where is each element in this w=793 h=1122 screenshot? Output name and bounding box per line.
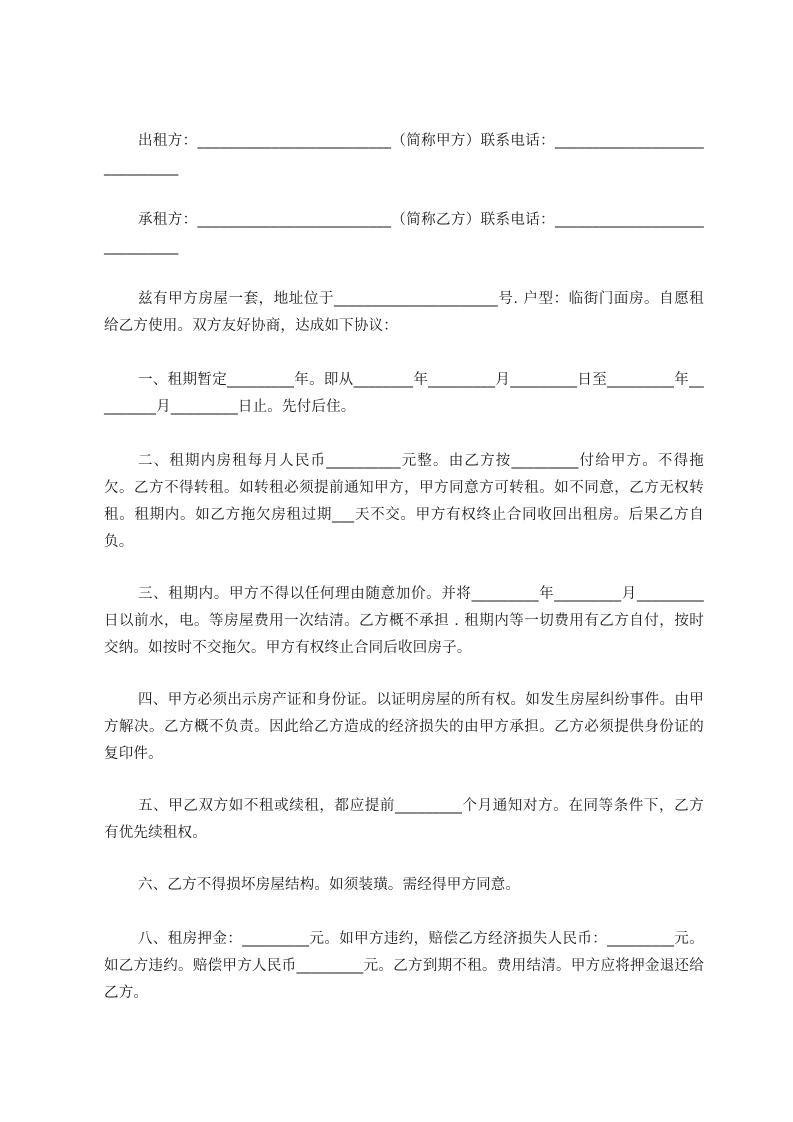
clause-8-deposit: 八、租房押金：_________元。如甲方违约，赔偿乙方经济损失人民币：_________元。如乙方违约。赔偿甲方人民币_________元。乙方到期不租。费用结清。甲方应将押金退还给乙方。 <box>104 931 704 1001</box>
clause-3-fees: 三、租期内。甲方不得以任何理由随意加价。并将_________年_________月_________日以前水，电。等房屋费用一次结清。乙方概不承担 . 租期内等一切费用有乙方自付，按时交纳。如按时不交拖欠。甲方有权终止合同后收回房子。 <box>104 586 704 656</box>
lessee-line: 承租方：__________________________（简称乙方）联系电话：______________________________ <box>104 212 704 255</box>
intro-paragraph: 兹有甲方房屋一套，地址位于______________________号. 户型：临街门面房。自愿租给乙方使用。双方友好协商，达成如下协议： <box>104 291 704 334</box>
clause-1-term: 一、租期暂定_________年。即从________年_________月_________日至_________年_________月_________日止。先付后住。 <box>104 372 704 415</box>
lessor-line: 出租方：__________________________（简称甲方）联系电话：______________________________ <box>104 133 704 176</box>
clause-2-rent: 二、租期内房租每月人民币__________元整。由乙方按_________付给甲方。不得拖欠。乙方不得转租。如转租必须提前通知甲方，甲方同意方可转租。如不同意，乙方无权转租。租期内。如乙方拖欠房租过期___天不交。甲方有权终止合同收回出租房。后果乙方自负。 <box>104 453 704 550</box>
clause-6-structure: 六、乙方不得损坏房屋结构。如须装璜。需经得甲方同意。 <box>138 877 521 893</box>
clause-5-renewal: 五、甲乙双方如不租或续租，都应提前_________个月通知对方。在同等条件下，乙方有优先续租权。 <box>104 798 704 841</box>
clause-4-ownership: 四、甲方必须出示房产证和身份证。以证明房屋的所有权。如发生房屋纠纷事件。由甲方解决。乙方概不负责。因此给乙方造成的经济损失的由甲方承担。乙方必须提供身份证的复印件。 <box>104 692 704 762</box>
